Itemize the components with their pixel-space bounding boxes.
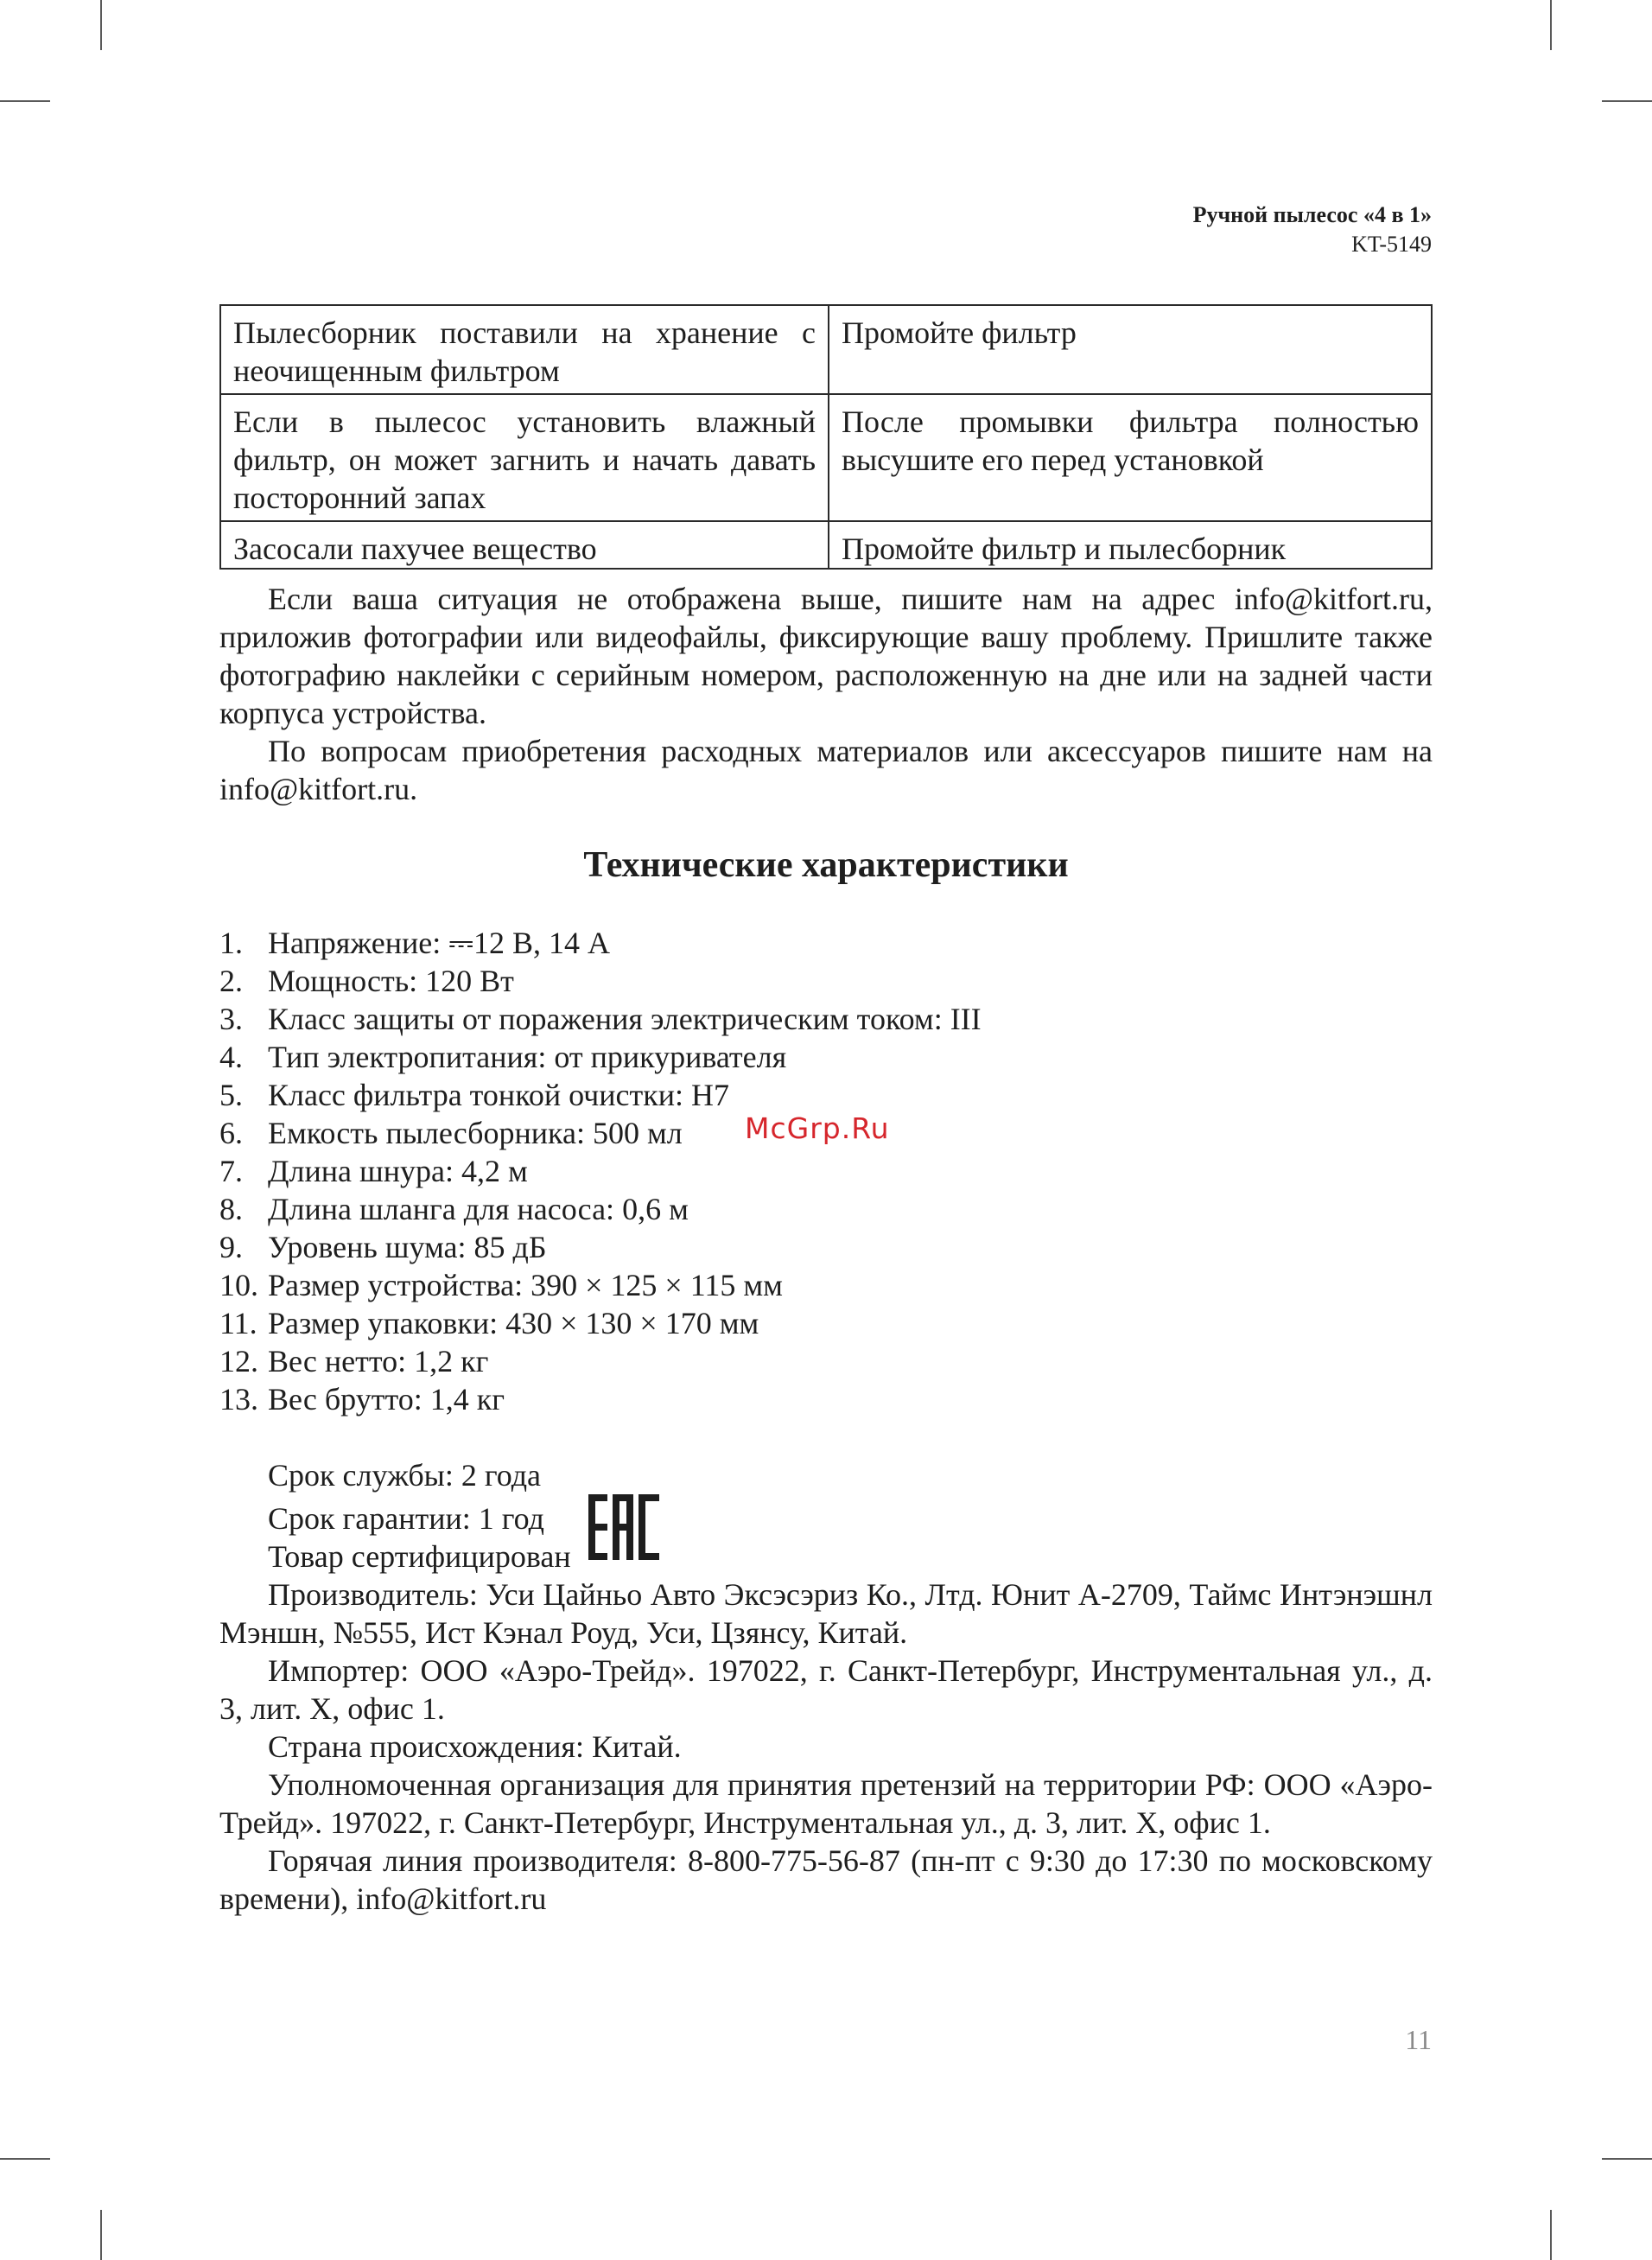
model-number: KT-5149 [1351, 232, 1432, 257]
list-item: 12. Вес нетто: 1,2 кг [219, 1344, 489, 1378]
crop-mark [1602, 100, 1652, 102]
table-row [220, 521, 1432, 569]
troubleshooting-table [219, 304, 1433, 570]
table-cell-solution: Промойте фильтр [829, 305, 1432, 394]
authorized-organization-paragraph: Уполномоченная организация для принятия претензий на территории РФ: ООО «Аэро-Трейд». 197022, г. Санкт-Петербург, Инструментальная ул., д. 3, лит. Х, офис 1. [219, 1767, 1433, 1840]
list-item: 8. Длина шланга для насоса: 0,6 м [219, 1192, 689, 1226]
list-item: 3. Класс защиты от поражения электрическим током: III [219, 1002, 982, 1036]
list-item: 5. Класс фильтра тонкой очистки: H7 [219, 1078, 730, 1112]
importer-paragraph: Импортер: ООО «Аэро-Трейд». 197022, г. Санкт-Петербург, Инструментальная ул., д. 3, лит. Х, офис 1. [219, 1653, 1433, 1726]
crop-mark [1602, 2158, 1652, 2160]
watermark-text: McGrp.Ru [745, 1111, 890, 1145]
crop-mark [0, 2158, 50, 2160]
certified-text: Товар сертифицирован [268, 1539, 571, 1574]
list-item: 10. Размер устройства: 390 × 125 × 115 мм [219, 1268, 783, 1302]
accessories-paragraph: По вопросам приобретения расходных материалов или аксессуаров пишите нам на info@kitfort.ru. [219, 734, 1433, 806]
country-of-origin: Страна происхождения: Китай. [268, 1729, 682, 1764]
crop-mark [0, 100, 50, 102]
list-item: 2. Мощность: 120 Вт [219, 964, 514, 998]
table-cell-cause: Засосали пахучее вещество [220, 521, 829, 569]
eac-mark-icon [588, 1494, 659, 1569]
table-row [220, 305, 1432, 394]
list-item: 7. Длина шнура: 4,2 м [219, 1154, 528, 1188]
table-cell-cause: Если в пылесос установить влажный фильтр, он может загнить и начать давать посторонний запах [220, 394, 829, 521]
hotline-paragraph: Горячая линия производителя: 8-800-775-56-87 (пн-пт с 9:30 до 17:30 по московскому времени), info@kitfort.ru [219, 1843, 1433, 1916]
table-row [220, 394, 1432, 521]
running-header [1193, 201, 1432, 259]
manufacturer-paragraph: Производитель: Уси Цайньо Авто Эксэсэриз Ко., Лтд. Юнит A-2709, Таймс Интэнэшнл Мэншн, №555, Ист Кэнал Роуд, Уси, Цзянсу, Китай. [219, 1577, 1433, 1650]
list-item: 11. Размер упаковки: 430 × 130 × 170 мм [219, 1306, 759, 1340]
spec-list [219, 924, 1433, 1418]
contact-paragraph: Если ваша ситуация не отображена выше, пишите нам на адрес info@kitfort.ru, приложив фотографии или видеофайлы, фиксирующие вашу проблему. Пришлите также фотографию наклейки с серийным номером, расположенную на дне или на задней части корпуса устройства. [219, 582, 1433, 730]
table-cell-cause: Пылесборник поставили на хранение с неочищенным фильтром [220, 305, 829, 394]
list-item: 9. Уровень шума: 85 дБ [219, 1230, 547, 1264]
crop-mark [100, 2210, 102, 2260]
table-cell-solution: После промывки фильтра полностью высушите его перед установкой [829, 394, 1432, 521]
list-item: 4. Тип электропитания: от прикуривателя [219, 1040, 787, 1074]
list-item: 6. Емкость пылесборника: 500 мл [219, 1116, 683, 1150]
table-cell-solution: Промойте фильтр и пылесборник [829, 521, 1432, 569]
warranty-period: Срок гарантии: 1 год [268, 1501, 544, 1536]
crop-mark [100, 0, 102, 50]
page-number: 11 [1405, 2024, 1432, 2055]
product-title: Ручной пылесос «4 в 1» [1192, 202, 1432, 227]
section-title: Технические характеристики [583, 845, 1069, 885]
list-item: 1. Напряжение: ⎓12 В, 14 А [219, 926, 610, 960]
service-life: Срок службы: 2 года [268, 1458, 542, 1493]
crop-mark [1550, 2210, 1552, 2260]
list-item: 13. Вес брутто: 1,4 кг [219, 1382, 505, 1416]
crop-mark [1550, 0, 1552, 50]
